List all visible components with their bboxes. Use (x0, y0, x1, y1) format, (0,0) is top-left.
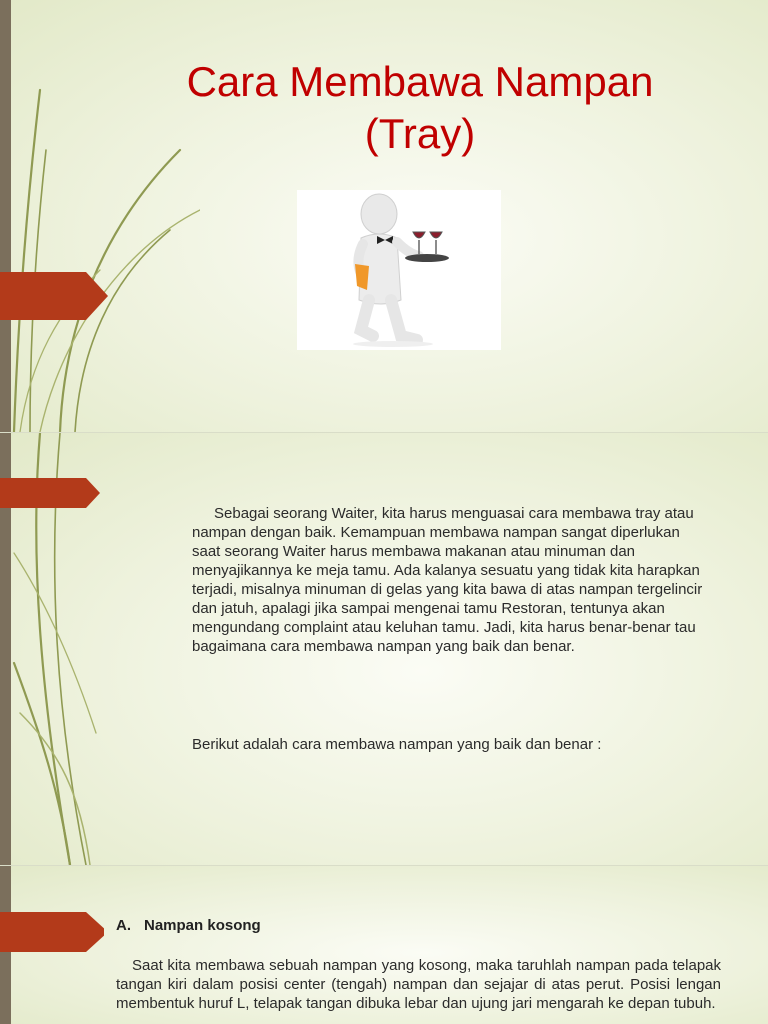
waiter-image (297, 190, 501, 350)
section-title: Nampan kosong (144, 917, 261, 934)
red-arrow-marker (0, 272, 108, 320)
slide-2 (0, 433, 768, 865)
title-line-1: Cara Membawa Nampan (186, 58, 654, 105)
intro-paragraph: Sebagai seorang Waiter, kita harus menguasai cara membawa tray atau nampan dengan baik. Kemampuan membawa nampan sangat diperlukan saat seorang Waiter harus membawa makanan atau minuman dan menyajikannya ke meja tamu. Ada kalanya sesuatu yang tidak kita harapkan terjadi, misalnya minuman di gelas yang kita bawa di atas nampan tergelincir dan jatuh, apalagi jika sampai mengenai tamu Restoran, tentunya akan mengundang complaint atau keluhan tamu. Jadi, kita harus benar-benar tau bagaimana cara membawa nampan yang baik dan benar. (192, 505, 703, 655)
section-paragraph: Saat kita membawa sebuah nampan yang kosong, maka taruhlah nampan pada telapak tangan kiri dalam posisi center (tengah) nampan dan sejajar di atas perut. Posisi lengan membentuk huruf L, telapak tangan dibuka lebar dan ujung jari mengarah ke depan tubuh. (116, 957, 721, 1012)
red-arrow-marker (0, 912, 104, 952)
slide-1 (0, 0, 768, 432)
title-line-2: (Tray) (364, 110, 476, 157)
waiter-illustration (297, 190, 501, 350)
slide-3 (0, 866, 768, 1024)
red-arrow-marker (0, 478, 100, 508)
lead-in-paragraph: Berikut adalah cara membawa nampan yang baik dan benar : (192, 736, 602, 753)
slide-title (80, 56, 760, 160)
section-number: A. (116, 917, 131, 934)
section-heading (116, 917, 261, 934)
